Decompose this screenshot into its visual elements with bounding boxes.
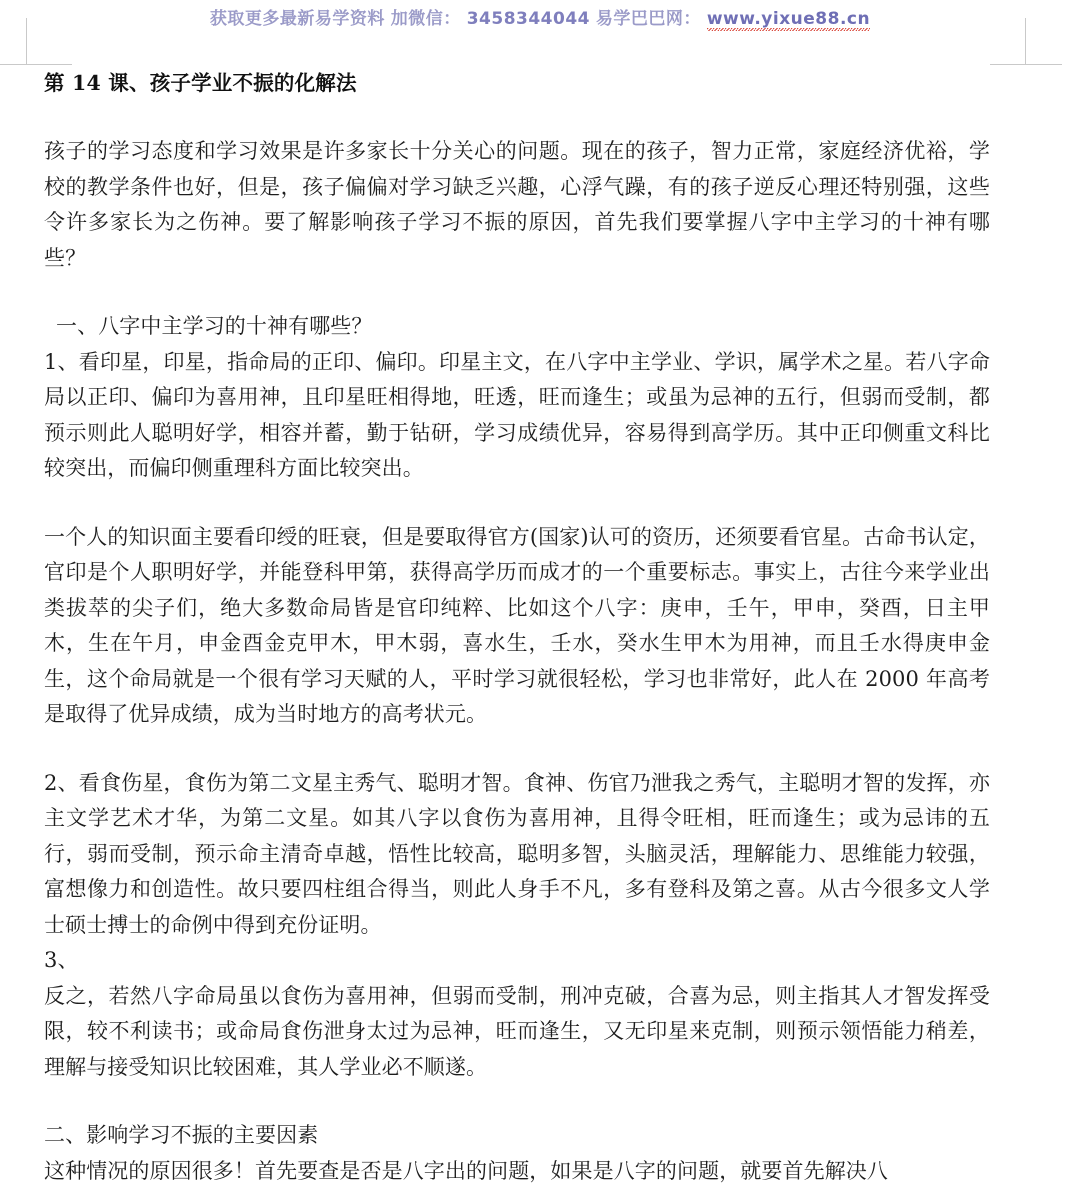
spacer: [44, 1085, 990, 1118]
paragraph-item-1: 1、看印星，印星，指命局的正印、偏印。印星主文，在八字中主学业、学识，属学术之星。若八字命局以正印、偏印为喜用神，且印星旺相得地，旺透，旺而逢生；或虽为忌神的五行，但弱而受制，都预示则此人聪明好学，相容并蓄，勤于钻研，学习成绩优异，容易得到高学历。其中正印侧重文科比较突出，而偏印侧重理科方面比较突出。: [44, 349, 990, 480]
paragraph-item-1-note: 一个人的知识面主要看印绶的旺衰，但是要取得官方(国家)认可的资历，还须要看官星。古命书认定，官印是个人职明好学，并能登科甲第，获得高学历而成才的一个重要标志。事实上，古往今来学业出类拔萃的尖子们，绝大多数命局皆是官印纯粹、比如这个八字：庚申，壬午，甲申，癸酉，日主甲木，生在午月，申金酉金克甲木，甲木弱，喜水生，壬水，癸水生甲木为用神，而且壬水得庚申金生，这个命局就是一个很有学习天赋的人，平时学习就很轻松，学习也非常好，此人在 2000 年高考是取得了优异成绩，成为当时地方的高考状元。: [44, 524, 990, 726]
paragraph-item-2: 2、看食伤星，食伤为第二文星主秀气、聪明才智。食神、伤官乃泄我之秀气，主聪明才智的发挥，亦主文学艺术才华，为第二文星。如其八字以食伤为喜用神，且得令旺相，旺而逢生；或为忌讳的五行，弱而受制，预示命主清奇卓越，悟性比较高，聪明多智，头脑灵活，理解能力、思维能力较强，富想像力和创造性。故只要四柱组合得当，则此人身手不凡，多有登科及第之喜。从古今很多文人学士硕士搏士的命例中得到充份证明。: [44, 770, 990, 937]
spacer: [44, 733, 990, 766]
watermark-header: [0, 8, 1080, 30]
paragraph-intro: 孩子的学习态度和学习效果是许多家长十分关心的问题。现在的孩子，智力正常，家庭经济优裕，学校的教学条件也好，但是，孩子偏偏对学习缺乏兴趣，心浮气躁，有的孩子逆反心理还特别强，这些令许多家长为之伤神。要了解影响孩子学习不振的原因，首先我们要掌握八字中主学习的十神有哪些？: [44, 139, 990, 270]
watermark-wechat-label: 加微信：: [390, 9, 461, 29]
spacer: [44, 276, 990, 309]
paragraph-item-3: 反之，若然八字命局虽以食伤为喜用神，但弱而受制，刑冲克破，合喜为忌，则主指其人才智发挥受限，较不利读书；或命局食伤泄身太过为忌神，旺而逢生，又无印星来克制，则预示领悟能力稍差，理解与接受知识比较困难，其人学业必不顺遂。: [44, 983, 990, 1079]
spacer: [44, 487, 990, 520]
paragraph-section-two-body: 这种情况的原因很多！首先要查是否是八字出的问题，如果是八字的问题，就要首先解决八: [44, 1158, 888, 1183]
heading-section-one: 一、八字中主学习的十神有哪些？: [56, 314, 373, 338]
watermark-promo-text: 获取更多最新易学资料: [209, 9, 385, 29]
label-item-3: 3、: [44, 948, 79, 972]
watermark-site-label: 易学巴巴网：: [595, 9, 701, 29]
watermark-wechat-number: 3458344044: [466, 9, 590, 29]
document-body: [44, 66, 990, 1189]
spacer: [44, 100, 990, 134]
watermark-site-url[interactable]: www.yixue88.cn: [706, 9, 871, 29]
page-title: 第 14 课、孩子学业不振的化解法: [44, 71, 357, 95]
heading-section-two: 二、影响学习不振的主要因素: [44, 1123, 319, 1147]
